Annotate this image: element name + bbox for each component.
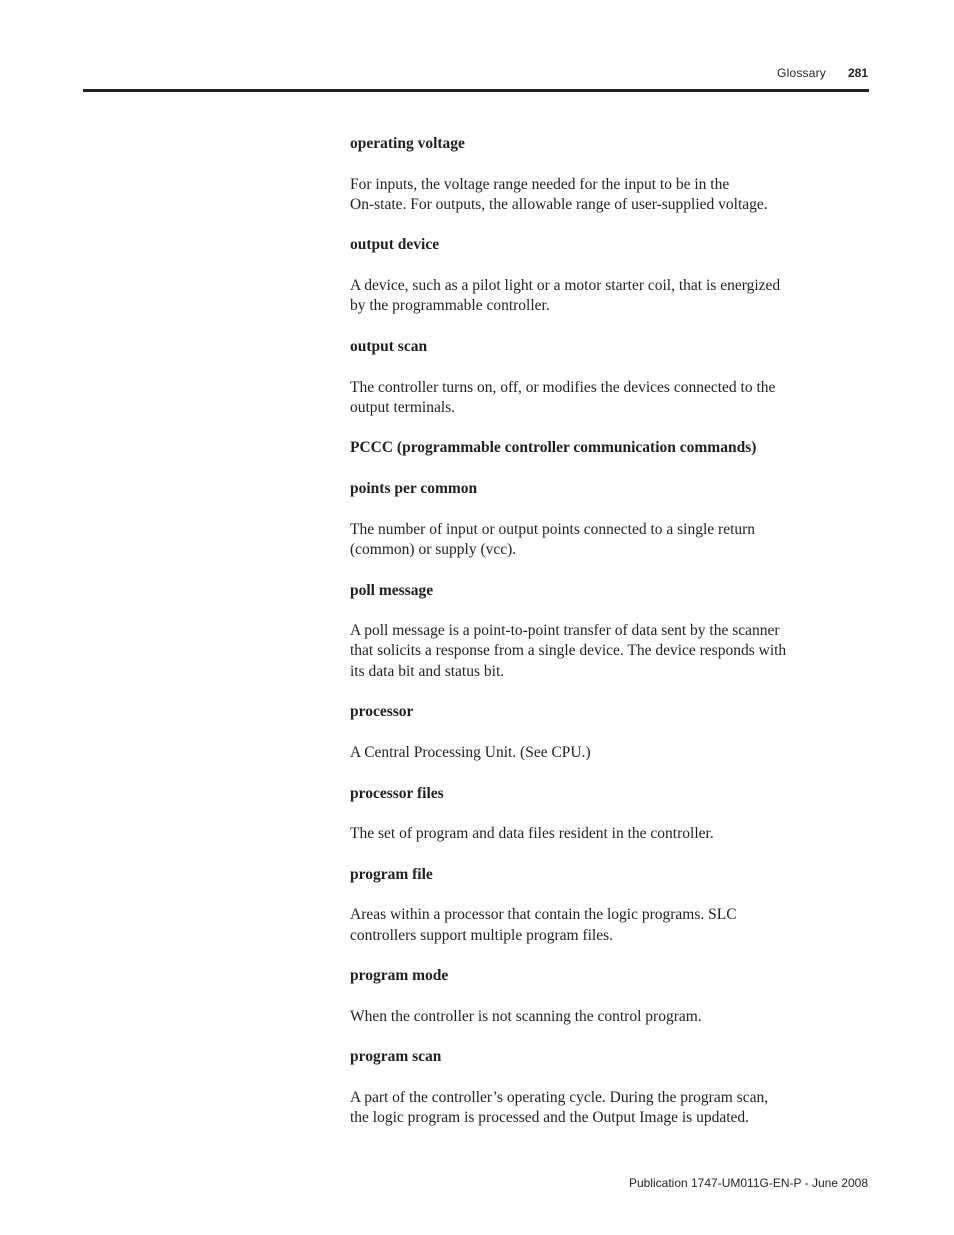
glossary-term: program file	[350, 865, 433, 883]
definition-line: When the controller is not scanning the control program.	[350, 1007, 702, 1025]
definition-line: On-state. For outputs, the allowable range of user-supplied voltage.	[350, 195, 768, 213]
definition-line: its data bit and status bit.	[350, 662, 505, 680]
definition-line: controllers support multiple program files.	[350, 926, 614, 944]
glossary-term: program scan	[350, 1048, 442, 1066]
definition-line: A part of the controller’s operating cycle. During the program scan,	[350, 1088, 769, 1106]
header-rule	[83, 89, 869, 92]
definition-line: the logic program is processed and the Output Image is updated.	[350, 1109, 750, 1127]
definition-line: The number of input or output points connected to a single return	[350, 520, 756, 538]
glossary-definition	[350, 175, 825, 216]
definition-line: that solicits a response from a single device. The device responds with	[350, 642, 787, 660]
glossary-definition	[350, 743, 825, 763]
glossary-term: output device	[350, 236, 440, 254]
glossary-definition	[350, 276, 825, 317]
glossary-term: processor files	[350, 784, 444, 802]
glossary-definition	[350, 378, 825, 419]
glossary-term: poll message	[350, 581, 434, 599]
definition-line: A Central Processing Unit. (See CPU.)	[350, 743, 591, 761]
glossary-term: PCCC (programmable controller communication commands)	[350, 439, 757, 457]
definition-line: Areas within a processor that contain the logic programs. SLC	[350, 906, 737, 924]
definition-line: For inputs, the voltage range needed for the input to be in the	[350, 175, 730, 193]
glossary-term: program mode	[350, 967, 449, 985]
definition-line: A device, such as a pilot light or a motor starter coil, that is energized	[350, 277, 781, 295]
glossary-definition	[350, 520, 825, 561]
glossary-definition	[350, 1007, 825, 1027]
page-header	[0, 0, 954, 100]
glossary-definition	[350, 1088, 825, 1129]
glossary-term: output scan	[350, 337, 428, 355]
glossary-definition	[350, 824, 825, 844]
section-label: Glossary	[777, 66, 826, 80]
glossary-definition	[350, 621, 825, 682]
page-number: 281	[847, 66, 868, 80]
definition-line: (common) or supply (vcc).	[350, 540, 517, 558]
definition-line: output terminals.	[350, 398, 456, 416]
glossary-list	[350, 134, 825, 1149]
definition-line: by the programmable controller.	[350, 297, 550, 315]
definition-line: A poll message is a point-to-point transfer of data sent by the scanner	[350, 622, 780, 640]
glossary-term: operating voltage	[350, 135, 465, 152]
definition-line: The controller turns on, off, or modifies the devices connected to the	[350, 378, 776, 396]
definition-line: The set of program and data files resident in the controller.	[350, 825, 714, 843]
glossary-definition	[350, 905, 825, 946]
glossary-term: processor	[350, 703, 414, 721]
glossary-term: points per common	[350, 480, 478, 498]
publication-footer: Publication 1747-UM011G-EN-P - June 2008	[628, 1176, 868, 1190]
